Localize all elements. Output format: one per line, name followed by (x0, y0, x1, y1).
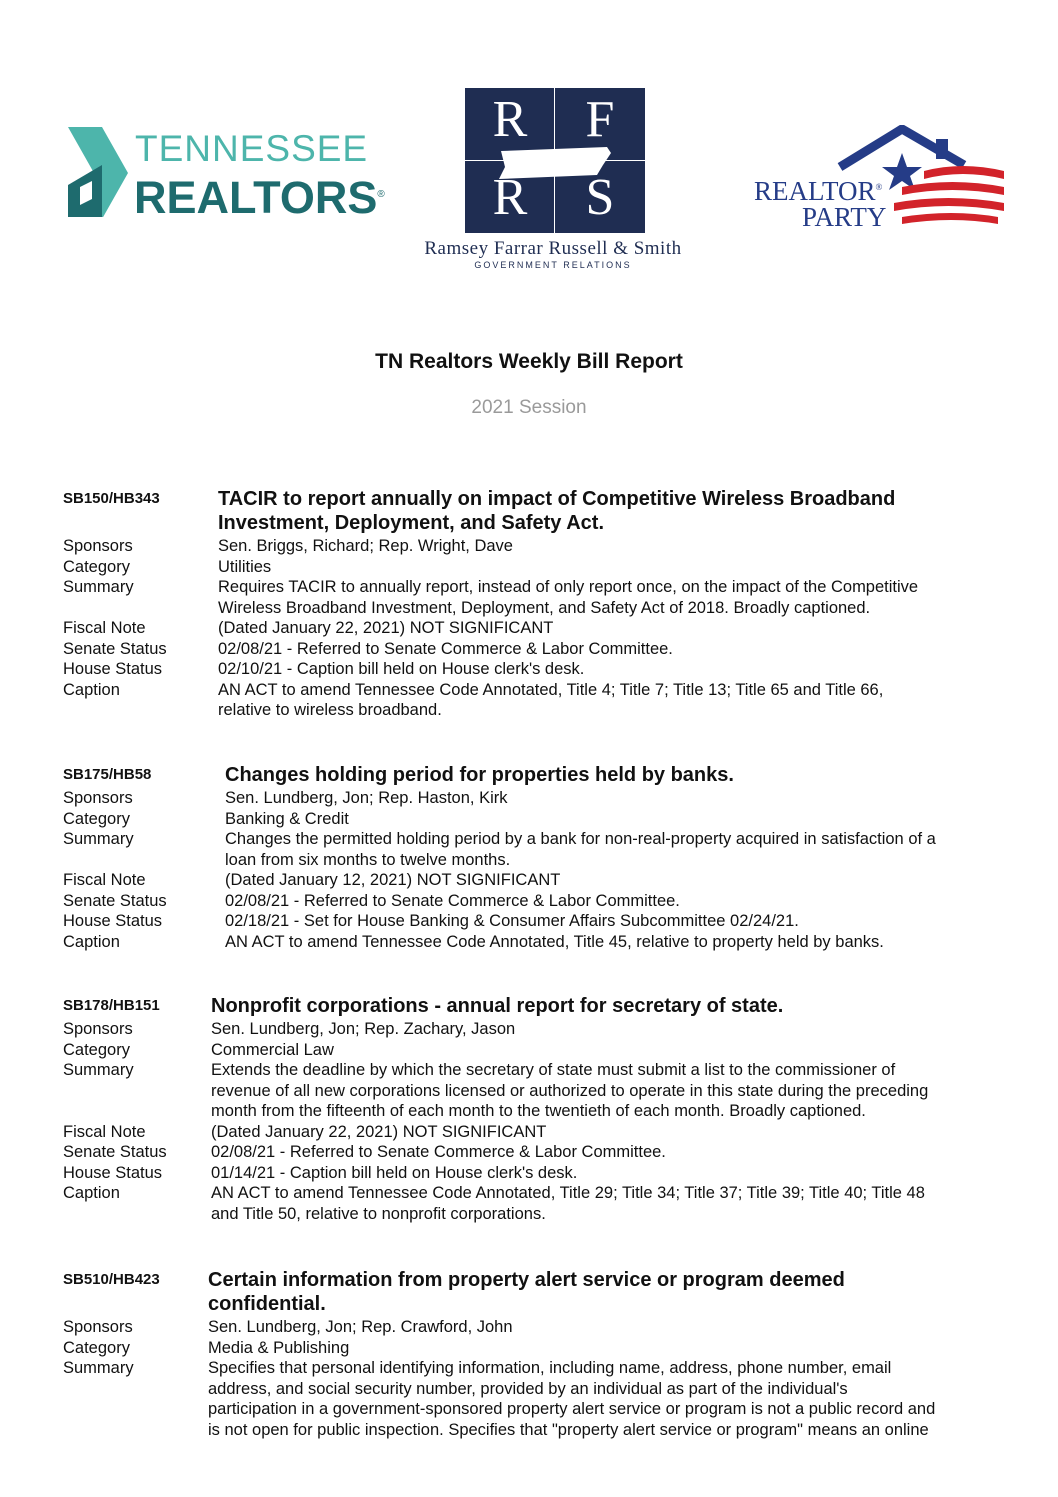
bill-title: Certain information from property alert service or program deemed confidential. (208, 1269, 845, 1315)
rfrs-logo (465, 88, 645, 233)
report-session: 2021 Session (471, 397, 587, 418)
rfrs-letter-r2: R (492, 169, 528, 226)
rfrs-firm-subtitle: GOVERNMENT RELATIONS (474, 260, 632, 270)
bill-number: SB175/HB58 (63, 766, 152, 783)
rfrs-firm-name: Ramsey Farrar Russell & Smith (424, 238, 682, 259)
rfrs-letter-f: F (585, 91, 615, 148)
bill-number: SB510/HB423 (63, 1271, 160, 1288)
rfrs-letter-r1: R (492, 91, 528, 148)
realtor-party-line2: PARTY (802, 202, 887, 232)
bill-title: Nonprofit corporations - annual report for secretary of state. (211, 995, 784, 1017)
tennessee-realtors-mark-icon (66, 125, 132, 217)
report-title: TN Realtors Weekly Bill Report (375, 350, 683, 373)
bill-number: SB178/HB151 (63, 997, 160, 1014)
bill-title: TACIR to report annually on impact of Competitive Wireless Broadband Investment, Deployment, and Safety Act. (218, 488, 896, 534)
tn-realtors-line1: TENNESSEE (135, 128, 369, 169)
realtor-party-line1: REALTOR® (754, 176, 883, 206)
bill-number: SB150/HB343 (63, 490, 160, 507)
tennessee-realtors-logo (66, 125, 385, 230)
rfrs-letter-s: S (585, 169, 615, 226)
tn-realtors-line2: REALTORS® (134, 172, 385, 223)
bill-title: Changes holding period for properties held by banks. (225, 764, 734, 786)
realtor-party-logo (752, 125, 1008, 230)
